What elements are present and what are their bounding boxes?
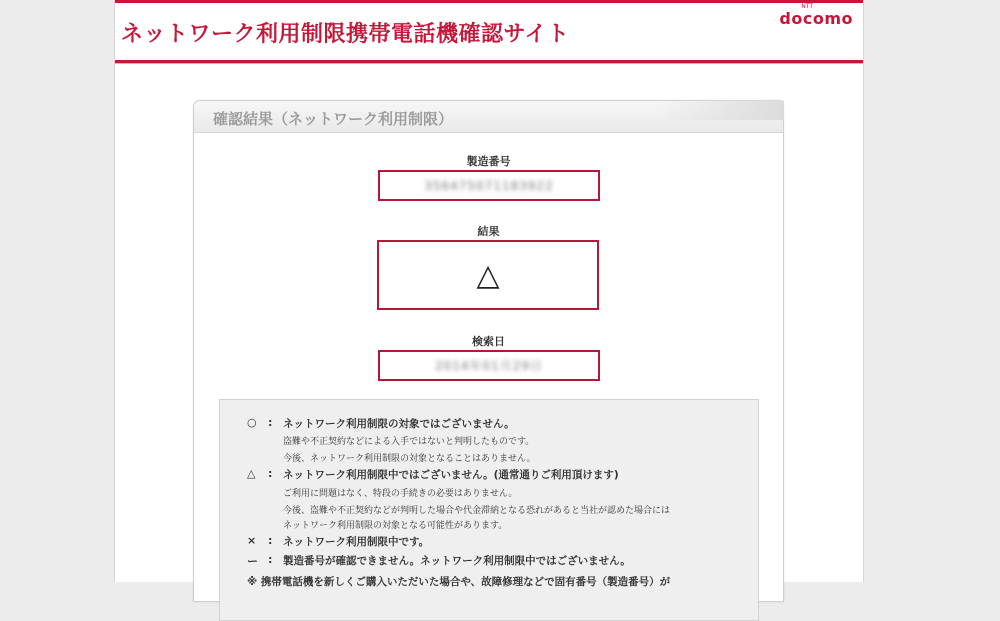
legend-note-text: ご利用に問題はなく、特段の手続きの必要はありません。 <box>283 489 518 499</box>
legend-symbol: △ <box>247 467 256 480</box>
legend-box <box>219 399 759 621</box>
serial-box <box>378 170 600 201</box>
docomo-logo[interactable] <box>779 3 853 28</box>
ntt-mark: NTT <box>801 3 813 10</box>
site-title: ネットワーク利用制限携帯電話機確認サイト <box>121 22 570 47</box>
panel-header <box>194 101 783 133</box>
header-divider-light <box>115 63 863 64</box>
legend-colon: : <box>268 416 273 429</box>
result-label: 結果 <box>477 225 500 238</box>
search-date-box <box>378 350 600 381</box>
legend-symbol: × <box>247 534 257 547</box>
legend-text: ネットワーク利用制限中ではございません。(通常通りご利用頂けます) <box>283 469 619 481</box>
legend-symbol: ー <box>247 555 258 568</box>
header-swoosh <box>654 100 784 120</box>
panel-title: 確認結果（ネットワーク利用制限） <box>213 110 454 128</box>
page-container <box>114 0 864 588</box>
legend-colon: : <box>268 467 273 480</box>
serial-value: 356475071183922 <box>424 178 554 193</box>
legend-note-text: ネットワーク利用制限の対象となる可能性があります。 <box>283 521 508 531</box>
legend-colon: : <box>268 534 273 547</box>
legend-note-text: 今後、盗難や不正契約などが判明した場合や代金滞納となる恐れがあると当社が認めた場合には <box>283 506 671 516</box>
search-date-label: 検索日 <box>472 335 505 348</box>
result-symbol: △ <box>476 257 500 293</box>
legend-text: ネットワーク利用制限の対象ではございません。 <box>283 418 515 430</box>
result-panel <box>193 100 784 602</box>
top-rule <box>115 0 863 3</box>
search-date-value: 2014年01月29日 <box>434 359 544 373</box>
legend-note-text: 盗難や不正契約などによる入手ではないと判明したものです。 <box>283 437 535 447</box>
legend-note-text: 今後、ネットワーク利用制限の対象となることはありません。 <box>283 454 536 464</box>
serial-label: 製造番号 <box>466 155 511 168</box>
footnote-text: ※ 携帯電話機を新しくご購入いただいた場合や、故障修理などで固有番号（製造番号）が <box>247 576 671 588</box>
legend-symbol: ○ <box>247 416 257 429</box>
legend-colon: : <box>268 553 273 566</box>
result-box <box>377 240 599 310</box>
brand-logo-text: docomo <box>779 9 853 28</box>
legend-text: 製造番号が確認できません。ネットワーク利用制限中ではございません。 <box>283 555 631 567</box>
legend-text: ネットワーク利用制限中です。 <box>283 536 430 548</box>
